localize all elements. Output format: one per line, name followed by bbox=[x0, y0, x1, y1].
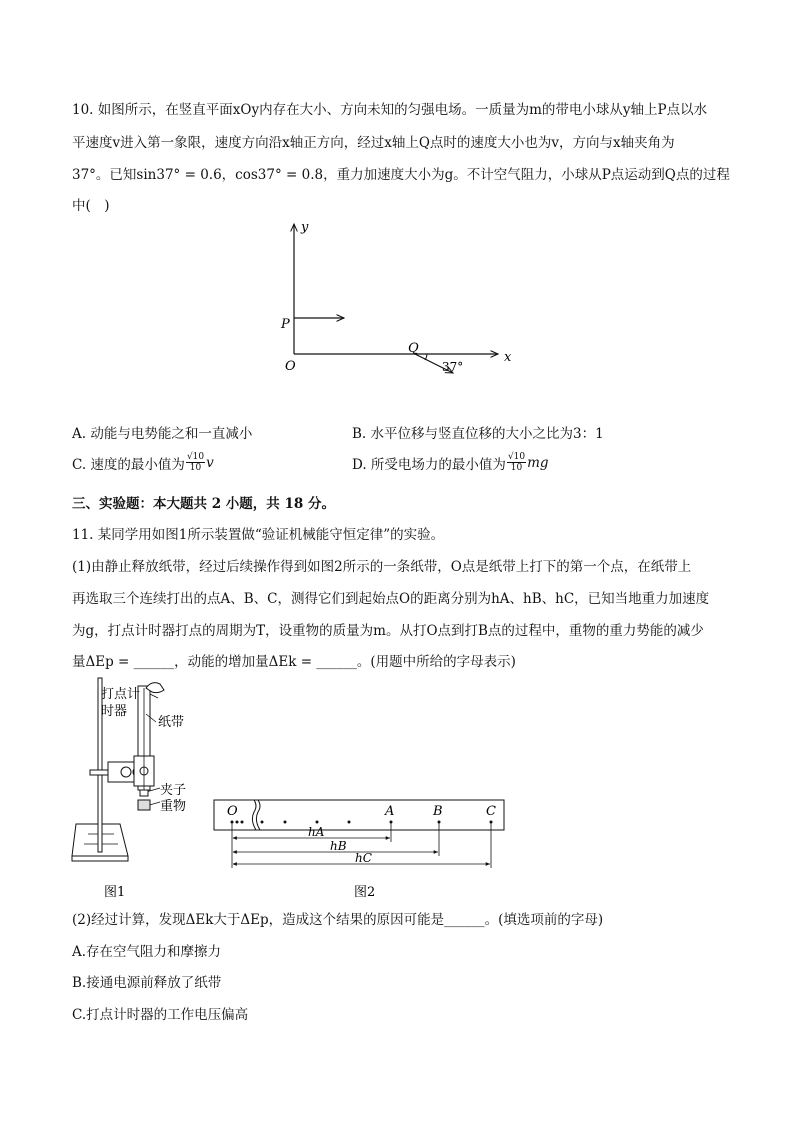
label-h-a: hA bbox=[308, 825, 325, 839]
angle-arc bbox=[425, 354, 427, 360]
label-h-c: hC bbox=[355, 851, 372, 865]
figure-1-caption: 图1 bbox=[104, 885, 126, 899]
q10-coordinate-figure bbox=[270, 218, 530, 383]
label-tape: 纸带 bbox=[158, 715, 185, 730]
q10-option-d bbox=[352, 452, 549, 473]
q10-option-c-var: v bbox=[206, 454, 214, 471]
q11-part2: (2)经过计算，发现ΔEk大于ΔEp，造成这个结果的原因可能是______。(填选项前的字母) bbox=[72, 912, 604, 928]
q10-option-d-text: D. 所受电场力的最小值为 bbox=[352, 456, 506, 473]
q10-line-4: 中( ) bbox=[72, 198, 110, 214]
q11-part1-line-1: (1)由静止释放纸带，经过后续操作得到如图2所示的一条纸带，O点是纸带上打下的第一个点，在纸带上 bbox=[72, 559, 692, 575]
q10-option-c-text: C. 速度的最小值为 bbox=[72, 456, 185, 473]
fraction-numerator-d: √10 bbox=[507, 452, 526, 462]
fraction-sqrt10-over-10-d bbox=[507, 452, 526, 473]
point-p-label: P bbox=[281, 317, 290, 332]
q11-intro: 11. 某同学用如图1所示装置做“验证机械能守恒定律”的实验。 bbox=[72, 527, 445, 543]
q11-part1-line-3: 为g，打点计时器打点的周期为T，设重物的质量为m。从打O点到打B点的过程中，重物的重力势能的减少 bbox=[72, 623, 704, 639]
x-axis-label: x bbox=[504, 350, 512, 365]
q10-option-c bbox=[72, 452, 214, 473]
q10-line-3: 37°。已知sin37° = 0.6，cos37° = 0.8，重力加速度大小为g。不计空气阻力，小球从P点运动到Q点的过程 bbox=[72, 167, 730, 183]
figure-2-paper-tape bbox=[210, 796, 510, 901]
q10-line-1: 10. 如图所示，在竖直平面xOy内存在大小、方向未知的匀强电场。一质量为m的带电小球从y轴上P点以水 bbox=[72, 102, 708, 118]
label-h-b: hB bbox=[330, 839, 347, 853]
point-q-label: Q bbox=[408, 341, 419, 356]
q10-option-b: B. 水平位移与竖直位移的大小之比为3：1 bbox=[352, 426, 604, 442]
label-weight: 重物 bbox=[160, 799, 187, 814]
clip bbox=[140, 790, 148, 796]
q11-option-c: C.打点计时器的工作电压偏高 bbox=[72, 1007, 249, 1023]
origin-label: O bbox=[285, 359, 296, 374]
q11-part1-line-2: 再选取三个连续打出的点A、B、C，测得它们到起始点O的距离分别为hA、hB、hC，已知当地重力加速度 bbox=[72, 591, 710, 607]
tape-point-c: C bbox=[486, 804, 496, 819]
q10-option-d-var: mg bbox=[527, 454, 549, 471]
q11-option-b: B.接通电源前释放了纸带 bbox=[72, 975, 222, 991]
fraction-denominator: 10 bbox=[189, 463, 202, 473]
tape-point-o: O bbox=[227, 804, 238, 819]
fraction-numerator: √10 bbox=[186, 452, 205, 462]
section-3-heading: 三、实验题：本大题共 2 小题，共 18 分。 bbox=[72, 496, 335, 512]
label-timer-1: 打点计 bbox=[101, 687, 141, 702]
weight bbox=[138, 800, 150, 810]
fraction-sqrt10-over-10 bbox=[186, 452, 205, 473]
tape-point-a: A bbox=[385, 804, 395, 819]
q11-option-a: A.存在空气阻力和摩擦力 bbox=[72, 944, 222, 960]
q11-part1-line-4: 量ΔEp = ______，动能的增加量ΔEk = ______。(用题中所给的字母表示) bbox=[72, 654, 516, 670]
angle-label: 37° bbox=[442, 360, 464, 374]
q10-option-a: A. 动能与电势能之和一直减小 bbox=[72, 426, 253, 442]
figure-1-apparatus bbox=[68, 674, 208, 899]
q10-line-2: 平速度v进入第一象限，速度方向沿x轴正方向，经过x轴上Q点时的速度大小也为v，方向与x轴夹角为 bbox=[72, 135, 675, 151]
fraction-denominator-d: 10 bbox=[510, 463, 523, 473]
label-clip: 夹子 bbox=[160, 783, 187, 798]
y-axis-label: y bbox=[301, 220, 309, 235]
figure-2-caption: 图2 bbox=[354, 885, 376, 900]
label-timer-2: 时器 bbox=[101, 704, 128, 719]
tape-point-b: B bbox=[433, 804, 443, 819]
